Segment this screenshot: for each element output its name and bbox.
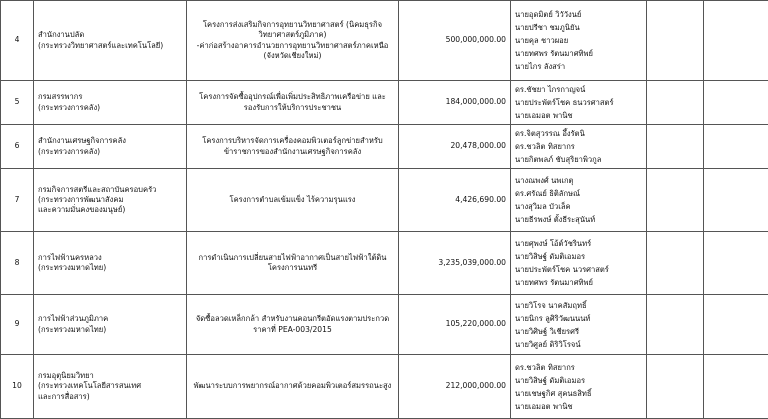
budget-cell: 184,000,000.00	[399, 81, 511, 125]
committee-member: นายเชษฐกิศ สุคนธสิทธิ์	[515, 387, 642, 400]
agency-line: สำนักงานเศรษฐกิจการคลัง	[38, 136, 182, 146]
empty-cell	[647, 232, 704, 295]
project-line: การดำเนินการเปลี่ยนสายไฟฟ้าอากาศเป็นสายไฟฟ้าใต้ดิน	[191, 253, 394, 263]
committee-member: นายปรีชา ชมภูนิยัน	[515, 21, 642, 34]
committee-cell	[511, 355, 647, 419]
agency-line: (กระทรวงการพัฒนาสังคม	[38, 195, 182, 205]
agency-line: สำนักงานปลัด	[38, 30, 182, 40]
table-row	[1, 295, 768, 355]
project-cell	[187, 355, 399, 419]
project-line: (จังหวัดเชียงใหม่)	[191, 51, 394, 61]
committee-member: นายวิศิษฐ์ วิเชียรศรี	[515, 325, 642, 338]
table-row	[1, 169, 768, 232]
row-number: 6	[1, 125, 34, 169]
empty-cell	[647, 81, 704, 125]
project-line: โครงการส่งเสริมกิจการอุทยานวิทยาศาสตร์ (นิคมธุรกิจ	[191, 20, 394, 30]
row-number: 10	[1, 355, 34, 419]
project-cell	[187, 169, 399, 232]
row-number: 4	[1, 1, 34, 81]
committee-member: นายนิกร ลูศิริวัฒนนนท์	[515, 312, 642, 325]
committee-member: นายอุดมิตย์ วิวัวังนย์	[515, 8, 642, 21]
committee-cell	[511, 125, 647, 169]
agency-cell	[34, 232, 187, 295]
project-cell	[187, 295, 399, 355]
agency-line: กรมอุตุนิยมวิทยา	[38, 371, 182, 381]
table-row	[1, 81, 768, 125]
project-line: โครงการตำบลเข้มแข็ง ไร้ความรุนแรง	[191, 195, 394, 205]
committee-member: นายวิศูลย์ ดิริวิโรจน์	[515, 338, 642, 351]
committee-member: นายคุล ชาวผอย	[515, 34, 642, 47]
agency-line: (กระทรวงมหาดไทย)	[38, 263, 182, 273]
committee-member: นายประพัตร์โชค ธนวรศาสตร์	[515, 96, 642, 109]
committee-member: นางสุวิมล บัวเล็ค	[515, 200, 642, 213]
committee-member: นางณพงศ์ นพเกตุ	[515, 174, 642, 187]
agency-line: (กระทรวงมหาดไทย)	[38, 325, 182, 335]
project-line: วิทยาศาสตร์ภูมิภาค)	[191, 30, 394, 40]
committee-member: นายธีรพงษ์ ตั้งธีระสุนันท์	[515, 213, 642, 226]
table-row	[1, 1, 768, 81]
committee-member: นายเอมอต พานิช	[515, 400, 642, 413]
project-line: รองรับการให้บริการประชาชน	[191, 103, 394, 113]
agency-line: และความมั่นคงของมนุษย์)	[38, 205, 182, 215]
committee-member: นายประพัตร์โชค นวรศาสตร์	[515, 263, 642, 276]
committee-member: ดร.จิตสุวรรณ อึ้งรัตนิ	[515, 127, 642, 140]
empty-cell	[647, 355, 704, 419]
budget-cell: 212,000,000.00	[399, 355, 511, 419]
empty-cell	[647, 1, 704, 81]
empty-cell	[704, 295, 768, 355]
table-row	[1, 355, 768, 419]
table-row	[1, 232, 768, 295]
project-cell	[187, 232, 399, 295]
agency-line: การไฟฟ้าส่วนภูมิภาค	[38, 314, 182, 324]
project-line: -ค่าก่อสร้างอาคารอำนวยการอุทยานวิทยาศาสตร์ภาคเหนือ	[191, 41, 394, 51]
agency-cell	[34, 125, 187, 169]
agency-cell	[34, 295, 187, 355]
empty-cell	[704, 81, 768, 125]
budget-cell: 4,426,690.00	[399, 169, 511, 232]
row-number: 9	[1, 295, 34, 355]
project-cell	[187, 81, 399, 125]
agency-cell	[34, 355, 187, 419]
committee-member: นายกิตพลภ์ ชับสุริยาพิวกูล	[515, 153, 642, 166]
project-cell	[187, 125, 399, 169]
committee-member: ดร.ศรัณย์ ธิติลักษณ์	[515, 187, 642, 200]
empty-cell	[704, 355, 768, 419]
empty-cell	[647, 169, 704, 232]
budget-cell: 3,235,039,000.00	[399, 232, 511, 295]
agency-line: การไฟฟ้านครหลวง	[38, 253, 182, 263]
committee-member: นายวิสิษฐ์ ดัมติเอมอร	[515, 374, 642, 387]
committee-member: นายวิโรจ นาคสัมฤทธิ์	[515, 299, 642, 312]
committee-member: ดร.ชวลิต ทิสยากร	[515, 140, 642, 153]
committee-member: ดร.ชัชยา ไกรกาญจน์	[515, 83, 642, 96]
empty-cell	[704, 169, 768, 232]
committee-member: นายทศพร รัตนมาศทิพย์	[515, 47, 642, 60]
project-cell	[187, 1, 399, 81]
table-row	[1, 125, 768, 169]
committee-member: นายศุพงษ์ โอ้ต์วัชรินทร์	[515, 237, 642, 250]
committee-member: นายไกร ลังสร่า	[515, 60, 642, 73]
committee-cell	[511, 169, 647, 232]
project-line: ข้าราชการของสำนักงานเศรษฐกิจการคลัง	[191, 147, 394, 157]
project-line: โครงการจัดซื้ออุปกรณ์เพื่อเพิ่มประสิทธิภาพเครือข่าย และ	[191, 92, 394, 102]
row-number: 7	[1, 169, 34, 232]
empty-cell	[704, 125, 768, 169]
agency-cell	[34, 1, 187, 81]
agency-cell	[34, 169, 187, 232]
budget-cell: 20,478,000.00	[399, 125, 511, 169]
project-line: โครงการนนทรี	[191, 263, 394, 273]
project-line: พัฒนาระบบการพยากรณ์อากาศด้วยคอมพิวเตอร์สมรรถนะสูง	[191, 381, 394, 391]
committee-cell	[511, 1, 647, 81]
committee-member: นายเอมอต พานิช	[515, 109, 642, 122]
committee-cell	[511, 295, 647, 355]
project-line: ราคาที่ PEA-003/2015	[191, 325, 394, 335]
agency-line: (กระทรวงการคลัง)	[38, 147, 182, 157]
empty-cell	[704, 232, 768, 295]
agency-line: (กระทรวงวิทยาศาสตร์และเทคโนโลยี)	[38, 41, 182, 51]
agency-line: กรมกิจการสตรีและสถาบันครอบครัว	[38, 185, 182, 195]
budget-cell: 105,220,000.00	[399, 295, 511, 355]
budget-cell: 500,000,000.00	[399, 1, 511, 81]
empty-cell	[647, 295, 704, 355]
committee-member: นายวิสิษฐ์ ดัมติเอมอร	[515, 250, 642, 263]
project-line: จัดซื้อลวดเหล็กกล้า สำหรับงานคอนกรีตอัดแรงตามประกวด	[191, 314, 394, 324]
row-number: 8	[1, 232, 34, 295]
committee-member: นายทศพร รัตนมาศทิพย์	[515, 276, 642, 289]
committee-cell	[511, 232, 647, 295]
empty-cell	[647, 125, 704, 169]
committee-member: ดร.ชวลิต ทิสยากร	[515, 361, 642, 374]
agency-line: และการสื่อสาร)	[38, 392, 182, 402]
agency-line: (กระทรวงเทคโนโลยีสารสนเทศ	[38, 381, 182, 391]
agency-cell	[34, 81, 187, 125]
committee-cell	[511, 81, 647, 125]
agency-line: (กระทรวงการคลัง)	[38, 103, 182, 113]
row-number: 5	[1, 81, 34, 125]
empty-cell	[704, 1, 768, 81]
agency-line: กรมสรรพากร	[38, 92, 182, 102]
project-line: โครงการบริหารจัดการเครื่องคอมพิวเตอร์ลูกข่ายสำหรับ	[191, 136, 394, 146]
